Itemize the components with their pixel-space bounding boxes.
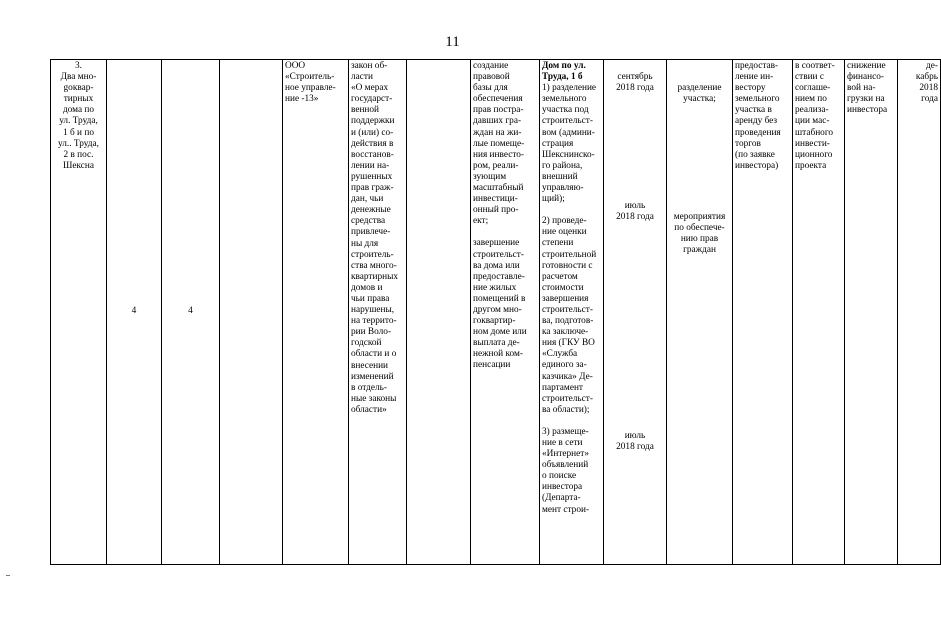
- agreement-text: в соответ- ствии с соглаше- нием по реализа- ции мас- штабного инвести- ционного проекта: [795, 61, 835, 171]
- house-title: Дом по ул. Труда, 1 б: [542, 61, 586, 83]
- action-item-2: 2) проведе- ние оценки степени строительной готовности с расчетом стоимости завершения строительст- ва, подготов- ка заключе- ния (ГКУ ВО «Служба единого за- казчика» Де- партамент строительст- ва области);: [542, 216, 597, 415]
- result-1: разделение участка;: [677, 83, 722, 105]
- deadline-cell: [898, 60, 941, 565]
- effect-cell: [845, 60, 898, 565]
- object-name: 3. Два мно- gоквар- тирных дома по ул. Труда, 1 б и по ул.. Труда, 2 в пос. Шексна: [58, 61, 99, 171]
- developer-cell: [283, 60, 349, 565]
- goal-text-2: завершение строительст- ва дома или предоставле- ние жилых помещений в другом мно- гоквартир- ном доме или выплата де- нежной ком- пенсации: [473, 238, 527, 371]
- actions-cell: [540, 60, 604, 565]
- object-name-cell: [51, 60, 107, 565]
- count-value: 4: [131, 306, 137, 317]
- dates-cell: [604, 60, 667, 565]
- agreement-cell: [793, 60, 845, 565]
- table-row: [51, 60, 941, 565]
- measures-table: [50, 59, 941, 565]
- results-cell: [667, 60, 733, 565]
- goal-text-1: создание правовой базы для обеспечения прав постра- давших гра- ждан на жи- лые помеще- ния инвесто- ром, реали- зующим масштабный инвестици- онный про- ект;: [473, 61, 525, 227]
- count-cell: [107, 60, 162, 565]
- goals-cell: [471, 60, 540, 565]
- deadline-text: де- кабрь 2018 года: [915, 61, 938, 105]
- proposal-text: предостав- ление ин- вестору земельного участка в аренду без проведения торгов (по заявке инвестора): [735, 61, 781, 171]
- law-text: закон об- ласти «О мерах государст- венной поддержки и (или) со- действия в восстанов- лении на- рушенных прав граж- дан, чьи денежные средства привлече- ны для строитель- ства много- квартирных домов и чьи права нарушены, на террито- рии Воло- годской области и о внесении изменений в отдель- ные законы области»: [351, 61, 398, 415]
- date-2: июль 2018 года: [616, 201, 654, 223]
- empty-cell: [220, 60, 283, 565]
- effect-text: снижение финансо- вой на- грузки на инвестора: [847, 61, 888, 116]
- proposal-cell: [733, 60, 793, 565]
- empty-cell-2: [407, 60, 471, 565]
- count-cell-2: [162, 60, 220, 565]
- developer-name: ООО «Строитель- ное управле- ние -13»: [285, 61, 336, 105]
- action-item-1: 1) разделение земельного участка под строительст- вом (админи- страция Шекснинско- го района, внешний управляю- щий);: [542, 83, 597, 205]
- page-number: 11: [445, 34, 460, 50]
- scan-mark: [6, 575, 10, 576]
- date-1: сентябрь 2018 года: [616, 72, 654, 94]
- result-2: мероприятия по обеспече- нию прав граждан: [673, 212, 726, 256]
- law-cell: [349, 60, 407, 565]
- count-value-2: 4: [188, 306, 193, 317]
- action-item-3: 3) размеще- ние в сети «Интернет» объявлений о поиске инвестора (Департа- мент строи-: [542, 426, 590, 515]
- date-3: июль 2018 года: [616, 431, 654, 453]
